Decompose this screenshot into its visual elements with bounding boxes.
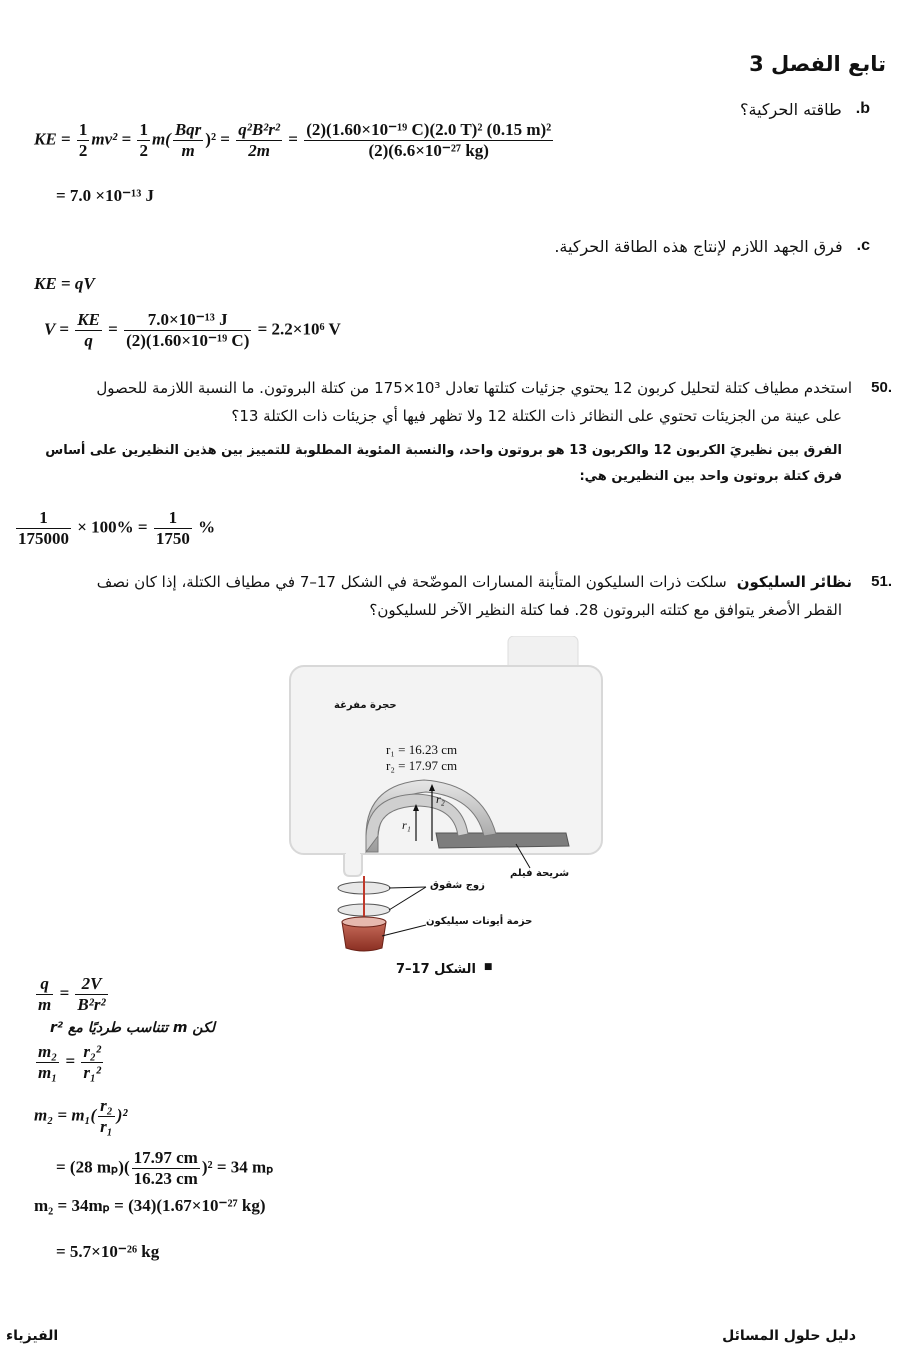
q-den: q xyxy=(84,331,93,350)
sub-lhs: = (28 mₚ)( xyxy=(56,1157,130,1177)
slits-leader xyxy=(389,887,426,888)
ke-qv-equation: KE = qV xyxy=(34,274,95,293)
r2-arrow-label: r₂ xyxy=(436,792,445,806)
caption-text: الشكل 17–7 xyxy=(396,962,476,977)
half-num: 1 xyxy=(78,120,88,139)
problem-51-number: .51 xyxy=(871,573,892,590)
m2-formula xyxy=(34,1096,127,1137)
frac2-num: 1 xyxy=(154,508,192,529)
beam-leader xyxy=(382,925,426,936)
ke-equation xyxy=(34,120,555,161)
bqr-fraction xyxy=(173,120,203,161)
m2-lhs: m₂ = m₁( xyxy=(34,1105,97,1125)
problem-51 xyxy=(2,568,892,624)
r1-value: r₁ = 16.23 cm xyxy=(386,742,458,757)
frac1-den: 175000 xyxy=(18,529,69,548)
r2-num: r₂ xyxy=(100,1096,113,1115)
mass-ratio-equation: $\frac{\text{m₂}}{\text{m₁}}$ = $\frac{\text{r₂²}}{\text{r₁²}}$ xyxy=(38,1042,101,1082)
spectrometer-diagram xyxy=(286,636,606,952)
problem-51-line1 xyxy=(2,568,892,596)
footer-right: دليل حلول المسائل xyxy=(722,1328,856,1344)
part-c-question xyxy=(554,237,870,256)
problem-50-line1 xyxy=(2,374,892,402)
v-lhs: V = xyxy=(44,319,74,339)
q-over-m-equation: $\frac{q}{m}$ = $\frac{2V}{\text{B²r²}}$ xyxy=(38,974,106,1014)
problem-50-text-1: استخدم مطياف كتلة لتحليل كربون 12 يحتوي جزئيات كتلتها تعادل 10³×175 من كتلة البروتون. ما النسبة اللازمة للحصول xyxy=(96,379,852,397)
half-num-2: 1 xyxy=(139,120,148,139)
r2-r1-frac xyxy=(98,1096,115,1137)
qm-rhs-num: 2V xyxy=(75,974,107,995)
radius-den: 16.23 cm xyxy=(133,1169,198,1188)
qm-rhs-frac xyxy=(75,974,107,1015)
ratio-frac-1 xyxy=(16,508,71,549)
r-ratio-frac xyxy=(81,1042,103,1083)
qm-frac xyxy=(36,974,53,1015)
figure-caption xyxy=(396,962,492,977)
m-ratio-num: m₂ xyxy=(38,1042,58,1061)
chamber-label: حجرة مفرغة xyxy=(334,700,397,711)
m-ratio-frac xyxy=(36,1042,59,1083)
half-fraction xyxy=(77,120,90,161)
m-paren: m( xyxy=(151,129,171,149)
ratio-mid: × 100% = xyxy=(73,517,152,537)
eq-sign-2: = xyxy=(103,319,123,339)
problem-50 xyxy=(2,374,892,430)
chapter-header: تابع الفصل 3 xyxy=(749,52,886,76)
eq-sign: = xyxy=(284,129,303,149)
bqr-num: Bqr xyxy=(174,120,202,139)
m2-mass-line2: = 5.7×10⁻²⁶ kg xyxy=(56,1242,160,1261)
pipe-neck xyxy=(346,851,360,859)
ke-num: KE xyxy=(77,310,100,329)
frac2-den: 1750 xyxy=(155,529,190,548)
ratio-frac-2 xyxy=(154,508,192,549)
value-den: (2)(6.6×10⁻²⁷ kg) xyxy=(368,141,489,160)
part-b-question xyxy=(740,100,870,119)
part-c-label: c. xyxy=(856,237,870,254)
m2-substitution xyxy=(56,1148,273,1189)
r1-arrow-label: r₁ xyxy=(402,818,411,832)
qm-den: m xyxy=(38,995,52,1014)
radius-frac xyxy=(132,1148,200,1189)
slits-label: زوج شقوق xyxy=(430,880,485,891)
answer-50-line1: الفرق بين نظيريَ الكربون 12 والكربون 13 هو بروتون واحد، والنسبة المئوية المطلوبة للتمييز بين هذين النظيرين على أساس xyxy=(45,443,842,458)
voltage-fraction xyxy=(124,310,251,351)
problem-50-number: .50 xyxy=(871,379,892,396)
film-label: شريحة فيلم xyxy=(510,868,570,879)
square-eq: )² = xyxy=(205,129,235,149)
qm-rhs-den: B²r² xyxy=(77,995,106,1014)
beam-label: حزمة أيونات سيليكون xyxy=(426,916,533,927)
ke-lhs: KE = xyxy=(34,129,75,149)
footer-left: الفيزياء xyxy=(6,1328,59,1344)
frac1-num: 1 xyxy=(16,508,71,529)
ratio-pct: % xyxy=(193,517,216,537)
radius-num: 17.97 cm xyxy=(133,1148,198,1167)
ke-result: = 7.0 ×10⁻¹³ J xyxy=(56,186,155,205)
slits-leader-2 xyxy=(389,887,426,910)
q2b2r2-den: 2m xyxy=(248,141,270,160)
mv2: mv² = xyxy=(91,129,136,149)
problem-51-title: نظائر السليكون xyxy=(736,573,852,591)
proportional-note: لكن m تتناسب طرديًا مع r² xyxy=(50,1020,215,1036)
value-fraction xyxy=(304,120,553,161)
v-den: (2)(1.60×10⁻¹⁹ C) xyxy=(126,331,250,350)
cup-rim xyxy=(342,917,386,927)
part-b-label: b. xyxy=(855,100,870,117)
half-den-2: 2 xyxy=(139,141,148,160)
voltage-equation xyxy=(44,310,341,351)
r2-value: r₂ = 17.97 cm xyxy=(386,758,458,773)
sub-result: )² = 34 mₚ xyxy=(201,1157,274,1177)
mass-spectrometer-figure xyxy=(286,636,606,952)
problem-51-text-1: سلكت ذرات السليكون المتأينة المسارات الموضّحة في الشكل 17–7 في مطياف الكتلة، إذا كان نصف xyxy=(96,573,727,591)
answer-50-line2: فرق كتلة بروتون واحد بين النظيرين هي: xyxy=(579,469,842,484)
q2b2r2-fraction xyxy=(236,120,282,161)
m-ratio-den: m₁ xyxy=(38,1063,58,1082)
r1-den: r₁ xyxy=(100,1117,113,1136)
problem-50-answer xyxy=(2,438,842,490)
m2-square: )² xyxy=(116,1105,128,1125)
v-num: 7.0×10⁻¹³ J xyxy=(124,310,251,331)
part-c-text: فرق الجهد اللازم لإنتاج هذه الطاقة الحركية. xyxy=(554,237,843,256)
problem-50-text-2: على عينة من الجزيئات تحتوي على النظائر ذات الكتلة 12 ولا تظهر فيها أي جزيئات ذات الكتلة 13؟ xyxy=(231,407,842,425)
bqr-den: m xyxy=(181,141,195,160)
qm-num: q xyxy=(36,974,53,995)
r-ratio-den: r₁² xyxy=(83,1063,101,1082)
q2b2r2-num: q²B²r² xyxy=(238,120,280,139)
half-den: 2 xyxy=(78,141,88,160)
caption-marker: ■ xyxy=(483,962,493,972)
part-b-text: طاقته الحركية؟ xyxy=(740,100,842,119)
v-result: = 2.2×10⁶ V xyxy=(253,319,341,339)
half-fraction-2 xyxy=(137,120,150,161)
film-strip xyxy=(436,833,569,848)
r-ratio-num: r₂² xyxy=(83,1042,101,1061)
problem-51-text-2: القطر الأصغر يتوافق مع كتلته البروتون 28. فما كتلة النظير الآخر للسليكون؟ xyxy=(369,601,842,619)
ke-q-fraction xyxy=(75,310,102,351)
value-num: (2)(1.60×10⁻¹⁹ C)(2.0 T)² (0.15 m)² xyxy=(306,120,552,139)
m2-mass-line1: m₂ = 34mₚ = (34)(1.67×10⁻²⁷ kg) xyxy=(34,1196,266,1215)
ratio-equation xyxy=(14,508,215,549)
